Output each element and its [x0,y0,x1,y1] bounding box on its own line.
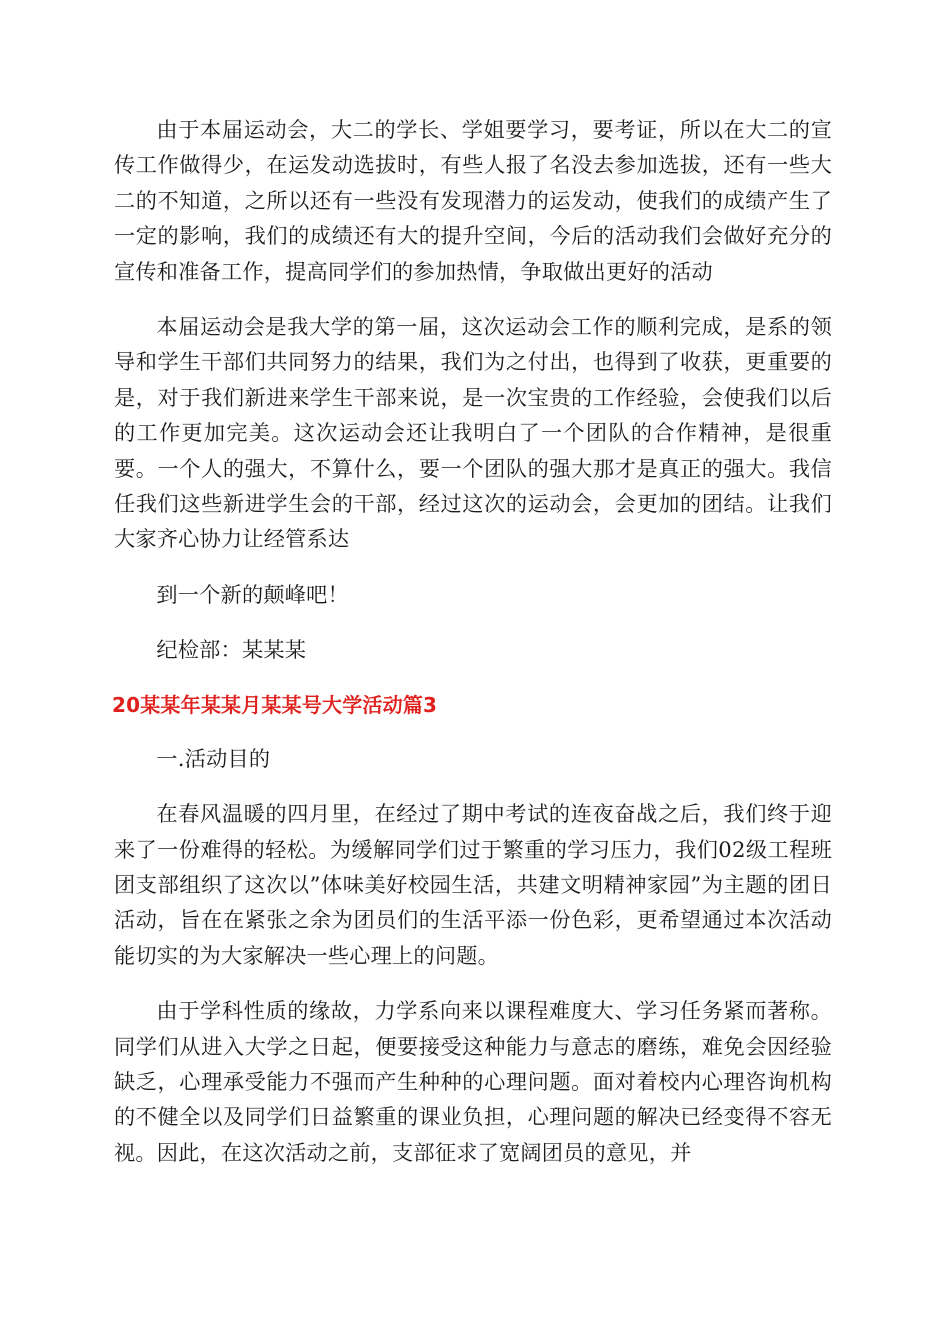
paragraph-publicity: 由于本届运动会，大二的学长、学姐要学习，要考证，所以在大二的宣传工作做得少，在运发动选拔时，有些人报了名没去参加选拔，还有一些大二的不知道，之所以还有一些没有发现潜力的运发动，使我们的成绩产生了一定的影响，我们的成绩还有大的提升空间，今后的活动我们会做好充分的宣传和准备工作，提高同学们的参加热情，争取做出更好的活动 [114,117,832,284]
signature-line: 纪检部：某某某 [156,637,307,663]
paragraph-reflection: 本届运动会是我大学的第一届，这次运动会工作的顺利完成，是系的领导和学生干部们共同努力的结果，我们为之付出，也得到了收获，更重要的是，对于我们新进来学生干部来说，是一次宝贵的工作经验，会使我们以后的工作更加完美。这次运动会还让我明白了一个团队的合作精神，是很重要。一个人的强大，不算什么，要一个团队的强大那才是真正的强大。我信任我们这些新进学生会的干部，经过这次的运动会，会更加的团结。让我们大家齐心协力让经管系达 [114,314,832,552]
section-heading: 20某某年某某月某某号大学活动篇3 [112,692,438,717]
subheading-activity-purpose: 一.活动目的 [156,745,271,771]
document-page [114,112,832,1190]
paragraph-peak: 到一个新的颠峰吧！ [156,581,349,607]
paragraph-spring: 在春风温暖的四月里，在经过了期中考试的连夜奋战之后，我们终于迎来了一份难得的轻松。为缓解同学们过于繁重的学习压力，我们02级工程班团支部组织了这次以”体味美好校园生活，共建文明精神家园”为主题的团日活动，旨在在紧张之余为团员们的生活平添一份色彩，更希望通过本次活动能切实的为大家解决一些心理上的问题。 [114,801,832,968]
paragraph-mechanics: 由于学科性质的缘故，力学系向来以课程难度大、学习任务紧而著称。同学们从进入大学之日起，便要接受这种能力与意志的磨练，难免会因经验缺乏，心理承受能力不强而产生种种的心理问题。面对着校内心理咨询机构的不健全以及同学们日益繁重的课业负担，心理问题的解决已经变得不容无视。因此，在这次活动之前，支部征求了宽阔团员的意见，并 [114,998,832,1165]
